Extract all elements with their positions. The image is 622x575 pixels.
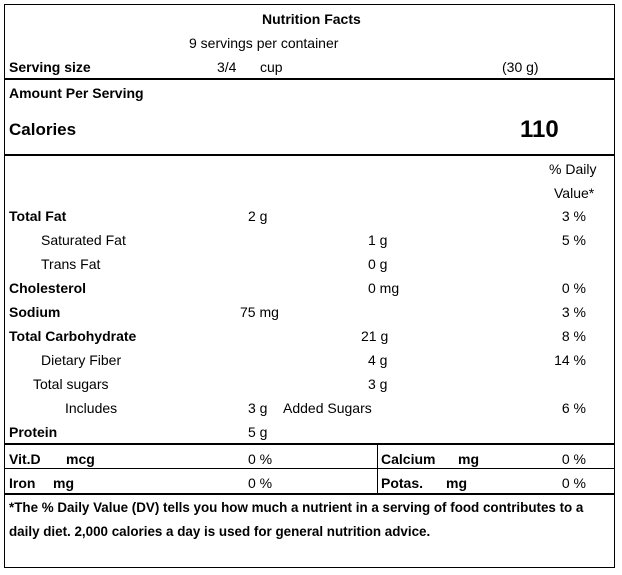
nutrient-label-total-sugars: Total sugars	[33, 376, 109, 392]
nutrient-label-includes: Includes	[65, 400, 118, 416]
mineral-unit-calcium: mg	[458, 451, 479, 467]
nutrient-amount-total-fat: 2 g	[248, 208, 268, 224]
nutrient-label-added-sugars: Added Sugars	[283, 400, 372, 416]
nutrient-amount-sodium: 75 mg	[240, 304, 279, 320]
footnote-line1: *The % Daily Value (DV) tells you how much a nutrient in a serving of food contributes to a	[9, 500, 584, 515]
label-title: Nutrition Facts	[262, 11, 361, 27]
serving-size-grams: (30 g)	[502, 59, 539, 75]
nutrient-label-trans-fat: Trans Fat	[41, 256, 101, 272]
nutrient-dv-added-sugars: 6 %	[561, 400, 586, 416]
divider-minerals-vertical	[377, 443, 378, 493]
dv-header-line1: % Daily	[549, 161, 597, 177]
mineral-unit-iron: mg	[53, 475, 74, 491]
nutrient-dv-saturated-fat: 5 %	[561, 232, 586, 248]
nutrient-amount-protein: 5 g	[248, 424, 268, 440]
mineral-unit-potassium: mg	[446, 475, 467, 491]
nutrient-label-dietary-fiber: Dietary Fiber	[41, 352, 122, 368]
mineral-value-potassium: 0 %	[561, 475, 586, 491]
nutrient-label-protein: Protein	[9, 424, 58, 440]
nutrient-amount-added-sugars: 3 g	[248, 400, 268, 416]
nutrient-dv-sodium: 3 %	[561, 304, 586, 320]
calories-label: Calories	[9, 120, 77, 139]
divider-header	[4, 78, 615, 80]
divider-minerals-bottom	[4, 493, 615, 495]
nutrient-label-total-carbohydrate: Total Carbohydrate	[9, 328, 137, 344]
nutrient-dv-total-fat: 3 %	[561, 208, 586, 224]
footnote-line2: daily diet. 2,000 calories a day is used for general nutrition advice.	[9, 524, 431, 539]
nutrient-amount-saturated-fat: 1 g	[368, 232, 388, 248]
nutrient-amount-total-carbohydrate: 21 g	[361, 328, 389, 344]
amount-per-serving: Amount Per Serving	[9, 85, 144, 101]
mineral-value-calcium: 0 %	[561, 451, 586, 467]
mineral-unit-vitd: mcg	[66, 451, 95, 467]
nutrient-dv-cholesterol: 0 %	[561, 280, 586, 296]
divider-minerals-top	[4, 443, 615, 445]
nutrient-label-sodium: Sodium	[9, 304, 61, 320]
serving-size-unit: cup	[260, 59, 283, 75]
mineral-label-potassium: Potas.	[381, 475, 424, 491]
divider-calories	[4, 154, 615, 156]
mineral-label-vitd: Vit.D	[9, 451, 41, 467]
serving-size-label: Serving size	[9, 59, 91, 75]
nutrient-label-total-fat: Total Fat	[9, 208, 67, 224]
nutrient-amount-total-sugars: 3 g	[368, 376, 388, 392]
nutrient-amount-dietary-fiber: 4 g	[368, 352, 388, 368]
mineral-value-iron: 0 %	[248, 475, 273, 491]
nutrient-dv-dietary-fiber: 14 %	[554, 352, 586, 368]
mineral-label-calcium: Calcium	[381, 451, 436, 467]
nutrient-label-saturated-fat: Saturated Fat	[41, 232, 126, 248]
calories-value: 110	[520, 116, 559, 143]
nutrient-dv-total-carbohydrate: 8 %	[561, 328, 586, 344]
serving-size-qty: 3/4	[217, 59, 237, 75]
nutrient-label-cholesterol: Cholesterol	[9, 280, 87, 296]
mineral-label-iron: Iron	[9, 475, 36, 491]
dv-header-line2: Value*	[554, 185, 595, 201]
nutrient-amount-cholesterol: 0 mg	[368, 280, 400, 296]
nutrient-amount-trans-fat: 0 g	[368, 256, 388, 272]
mineral-value-vitd: 0 %	[248, 451, 273, 467]
servings-per-container: 9 servings per container	[189, 35, 339, 51]
divider-minerals-mid	[4, 468, 615, 469]
